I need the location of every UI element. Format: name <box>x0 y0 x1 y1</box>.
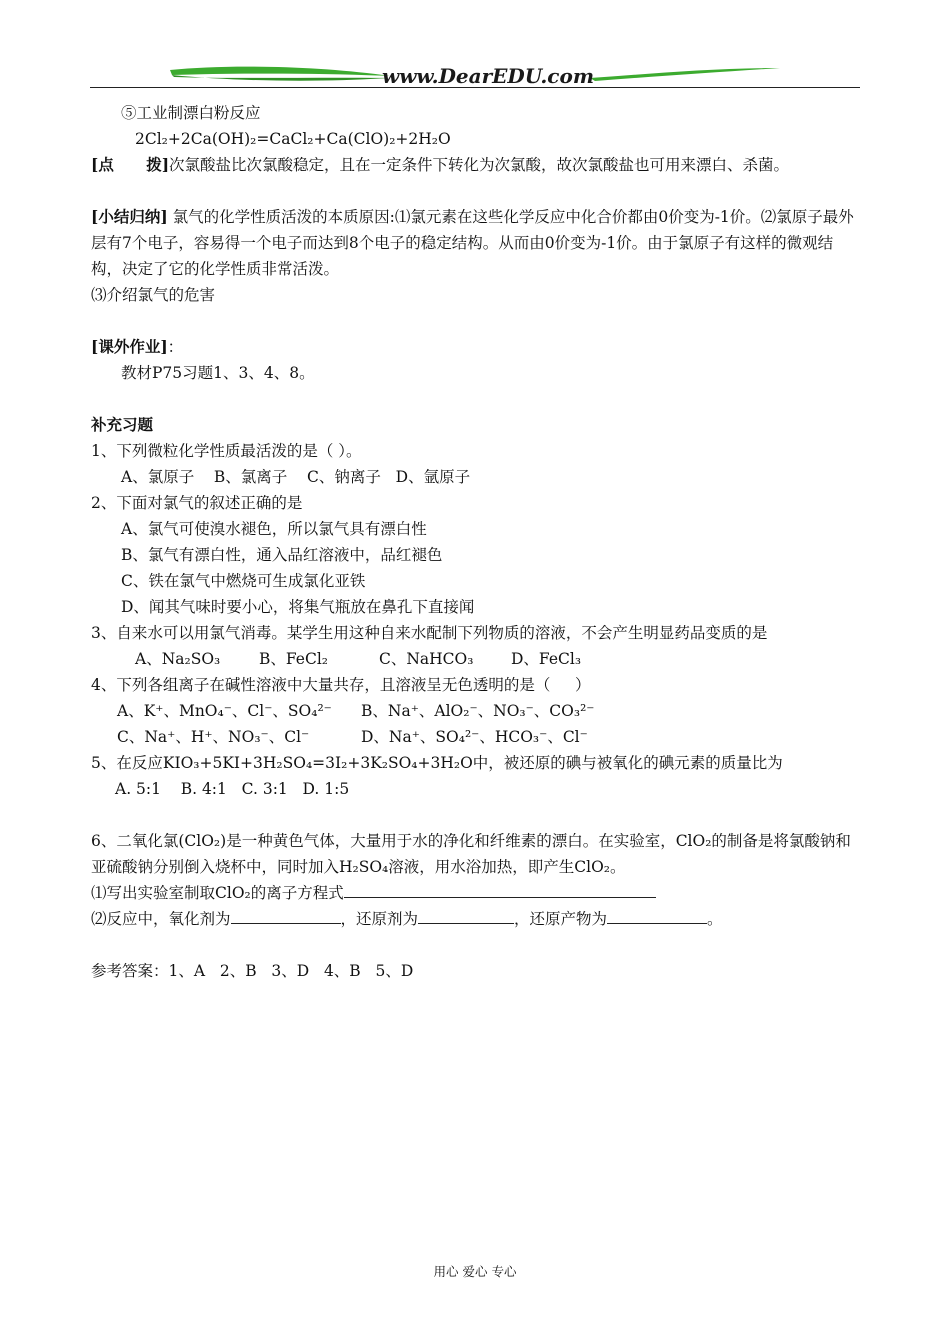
answer-key: 参考答案：1、A 2、B 3、D 4、B 5、D <box>91 962 414 980</box>
q4-option-b: B、Na⁺、AlO₂⁻、NO₃⁻、CO₃²⁻ <box>361 702 595 720</box>
q6-part-2 <box>91 906 859 932</box>
homework-colon: ： <box>167 338 184 356</box>
summary-paragraph <box>91 204 859 282</box>
dianbo-label: [点 拨] <box>91 155 170 174</box>
q6-stem: 6、二氧化氯(ClO₂)是一种黄色气体，大量用于水的净化和纤维素的漂白。在实验室，ClO₂的制备是将氯酸钠和亚硫酸钠分别倒入烧杯中，同时加入H₂SO₄溶液，用水浴加热，即产生ClO₂。 <box>91 832 851 876</box>
q1-options: A、氯原子 B、氯离子 C、钠离子 D、氩原子 <box>121 468 471 486</box>
document-body <box>91 100 859 984</box>
spacer <box>91 178 859 204</box>
q4-options-row2 <box>91 724 859 750</box>
q3-option-a: A、Na₂SO₃ <box>135 650 221 668</box>
q5-options: A. 5:1 B. 4:1 C. 3:1 D. 1:5 <box>115 780 350 798</box>
q3-option-d: D、FeCl₃ <box>511 650 582 668</box>
site-url: www.DearEDU.com <box>381 64 595 88</box>
section-5-equation: 2Cl₂+2Ca(OH)₂=CaCl₂+Ca(ClO)₂+2H₂O <box>135 130 451 148</box>
dianbo-text: 次氯酸盐比次氯酸稳定，且在一定条件下转化为次氯酸，故次氯酸盐也可用来漂白、杀菌。 <box>169 156 790 174</box>
q4-stem: 4、下列各组离子在碱性溶液中大量共存，且溶液呈无色透明的是（ ） <box>91 676 591 694</box>
q2-option-b: B、氯气有漂白性，通入品红溶液中，品红褪色 <box>121 546 443 564</box>
q1-stem: 1、下列微粒化学性质最活泼的是（ ）。 <box>91 442 362 460</box>
q3-option-b: B、FeCl₂ <box>259 650 329 668</box>
q6-part-2-product-label: ，还原产物为 <box>514 910 608 928</box>
homework-heading <box>91 334 859 360</box>
section-5-title: ⑤工业制漂白粉反应 <box>121 104 261 122</box>
q5-stem: 5、在反应KIO₃+5KI+3H₂SO₄=3I₂+3K₂SO₄+3H₂O中，被还原的碘与被氧化的碘元素的质量比为 <box>91 754 783 772</box>
q4-options-row1 <box>91 698 859 724</box>
spacer <box>91 932 859 958</box>
q6-part-2-oxidant-label: ⑵反应中，氧化剂为 <box>91 910 231 928</box>
deareduu-logo <box>90 60 860 90</box>
q6-part-1-blank[interactable] <box>344 881 656 898</box>
page-footer: 用心 爱心 专心 <box>433 1264 517 1279</box>
spacer <box>91 308 859 334</box>
q3-option-c: C、NaHCO₃ <box>379 650 474 668</box>
q6-oxidant-blank[interactable] <box>231 907 341 924</box>
q2-stem: 2、下面对氯气的叙述正确的是 <box>91 494 303 512</box>
q6-reductant-blank[interactable] <box>418 907 514 924</box>
q3-options <box>91 646 859 672</box>
q2-option-a: A、氯气可使溴水褪色，所以氯气具有漂白性 <box>121 520 427 538</box>
summary-text: 氯气的化学性质活泼的本质原因:⑴氯元素在这些化学反应中化合价都由0价变为-1价。⑵氯原子最外层有7个电子，容易得一个电子而达到8个电子的稳定结构。从而由0价变为-1价。由于氯原子有这样的微观结构，决定了它的化学性质非常活泼。 <box>91 208 854 278</box>
homework-label: [课外作业] <box>91 337 168 356</box>
summary-label: [小结归纳] <box>91 207 168 226</box>
q4-option-d: D、Na⁺、SO₄²⁻、HCO₃⁻、Cl⁻ <box>361 728 588 746</box>
page-header <box>90 60 860 90</box>
homework-text: 教材P75习题1、3、4、8。 <box>121 364 315 382</box>
q4-option-c: C、Na⁺、H⁺、NO₃⁻、Cl⁻ <box>117 728 310 746</box>
q6-part-1-text: ⑴写出实验室制取ClO₂的离子方程式 <box>91 884 344 902</box>
q2-option-d: D、闻其气味时要小心，将集气瓶放在鼻孔下直接闻 <box>121 598 475 616</box>
left-swoosh <box>170 67 390 76</box>
q6-part-2-end: 。 <box>707 910 723 928</box>
header-rule <box>90 87 860 88</box>
dianbo-paragraph <box>91 152 859 178</box>
q6-part-1 <box>91 880 859 906</box>
spacer <box>91 802 859 828</box>
summary-item-3: ⑶介绍氯气的危害 <box>91 286 216 304</box>
left-swoosh-shadow <box>172 75 388 81</box>
q6-part-2-reductant-label: ，还原剂为 <box>340 910 419 928</box>
q2-option-c: C、铁在氯气中燃烧可生成氯化亚铁 <box>121 572 366 590</box>
spacer <box>91 386 859 412</box>
right-swoosh <box>590 68 780 81</box>
q3-stem: 3、自来水可以用氯气消毒。某学生用这种自来水配制下列物质的溶液，不会产生明显药品变质的是 <box>91 624 768 642</box>
exercises-title: 补充习题 <box>91 415 154 434</box>
q6-product-blank[interactable] <box>607 907 707 924</box>
q4-option-a: A、K⁺、MnO₄⁻、Cl⁻、SO₄²⁻ <box>117 702 332 720</box>
